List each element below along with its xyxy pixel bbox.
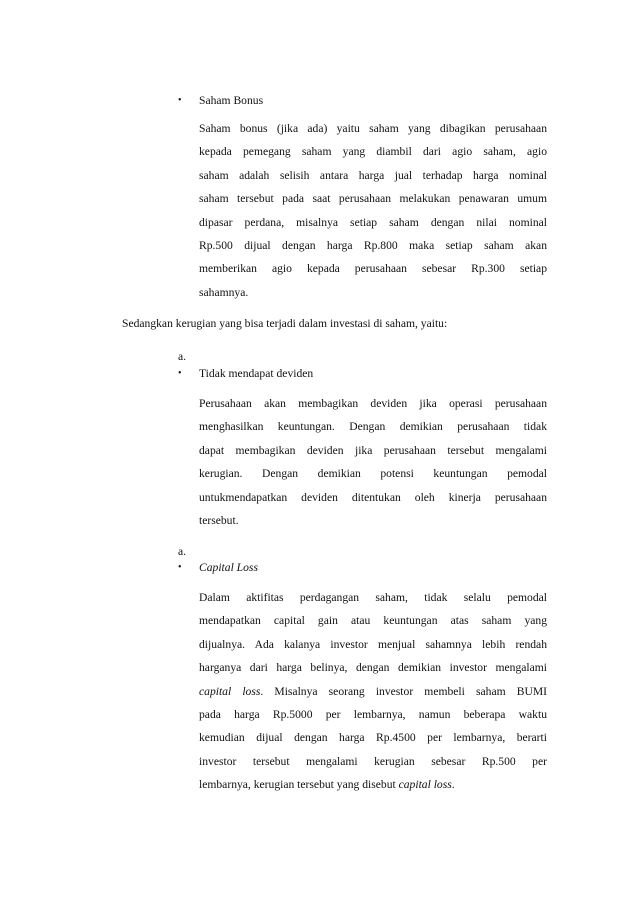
paragraph-line: menghasilkan keuntungan. Dengan demikian perusahaan tidak (199, 420, 547, 434)
bullet-heading: Saham Bonus (199, 94, 264, 107)
bullet-heading-italic: Capital Loss (199, 561, 258, 574)
paragraph-line: Dalam aktifitas perdagangan saham, tidak selalu pemodal (199, 591, 547, 604)
paragraph-line (199, 773, 547, 796)
line-rest: . Misalnya seorang investor membeli saham BUMI (260, 684, 548, 698)
paragraph-line: memberikan agio kepada perusahaan sebesar Rp.300 setiap (199, 262, 547, 276)
paragraph-line: sahamnya. (199, 285, 249, 299)
paragraph-tidak-mendapat-deviden (199, 392, 547, 532)
paragraph-line: Saham bonus (jika ada) yaitu saham yang dibagikan perusahaan (199, 122, 547, 135)
line-end: . (451, 778, 455, 792)
paragraph-line: kemudian dijual dengan harga Rp.4500 per lembarnya, berarti (199, 731, 547, 745)
paragraph-line: saham adalah selisih antara harga jual terhadap harga nominal (199, 168, 547, 182)
paragraph-line: harganya dari harga belinya, dengan demikian investor mengalami (199, 661, 547, 675)
italic-term: capital loss (199, 684, 261, 698)
list-marker: a. (178, 350, 187, 363)
paragraph-saham-bonus (199, 117, 547, 304)
paragraph-line: saham tersebut pada saat perusahaan melakukan penawaran umum (199, 192, 547, 206)
paragraph-line: Perusahaan akan membagikan deviden jika operasi perusahaan (199, 397, 547, 410)
paragraph-line: investor tersebut mengalami kerugian sebesar Rp.500 per (199, 754, 547, 768)
paragraph-capital-loss (199, 586, 547, 797)
paragraph-line: kepada pemegang saham yang diambil dari agio saham, agio (199, 145, 547, 159)
bullet-icon: • (178, 368, 182, 379)
paragraph-line: kerugian. Dengan demikian potensi keuntungan pemodal (199, 467, 547, 481)
list-marker: a. (178, 545, 187, 558)
intro-text: Sedangkan kerugian yang bisa terjadi dalam investasi di saham, yaitu: (122, 317, 448, 330)
paragraph-line (199, 680, 547, 703)
paragraph-line: untukmendapatkan deviden ditentukan oleh kinerja perusahaan (199, 490, 547, 504)
line-start: lembarnya, kerugian tersebut yang disebut (199, 778, 399, 792)
paragraph-line: mendapatkan capital gain atau keuntungan atas saham yang (199, 614, 547, 628)
bullet-item-tidak-mendapat-deviden (0, 366, 638, 382)
paragraph-line: dijualnya. Ada kalanya investor menjual sahamnya lebih rendah (199, 637, 547, 651)
paragraph-line: dipasar perdana, misalnya setiap saham dengan nilai nominal (199, 215, 547, 229)
paragraph-line: pada harga Rp.5000 per lembarnya, namun beberapa waktu (199, 707, 547, 721)
bullet-icon: • (178, 95, 182, 106)
bullet-heading: Tidak mendapat deviden (199, 367, 314, 380)
italic-term: capital loss (398, 778, 452, 792)
paragraph-line: tersebut. (199, 513, 239, 527)
bullet-icon: • (178, 562, 182, 573)
paragraph-line: Rp.500 dijual dengan harga Rp.800 maka setiap saham akan (199, 238, 547, 252)
paragraph-line: dapat membagikan deviden jika perusahaan tersebut mengalami (199, 443, 547, 457)
bullet-item-saham-bonus (0, 93, 638, 109)
bullet-item-capital-loss (0, 560, 638, 576)
bullet-heading (199, 560, 258, 576)
